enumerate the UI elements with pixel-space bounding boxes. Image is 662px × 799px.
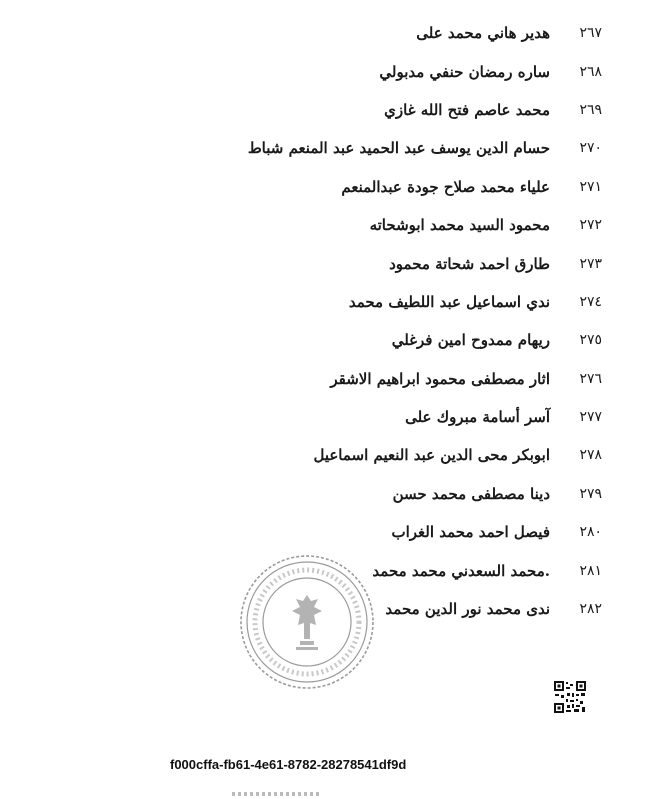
list-item <box>242 321 602 359</box>
list-item <box>242 436 602 474</box>
entry-number: ٢٧٩ <box>579 485 602 502</box>
qr-code-icon <box>554 681 586 713</box>
entry-name: ريهام ممدوح امين فرغلي <box>391 331 550 350</box>
entry-name: محمد عاصم فتح الله غازي <box>384 100 550 119</box>
entry-number: ٢٧٨ <box>579 447 602 464</box>
entry-name: ساره رمضان حنفي مدبولي <box>379 62 550 81</box>
entry-number: ٢٦٩ <box>579 101 602 118</box>
list-item <box>242 14 602 52</box>
list-item <box>242 129 602 167</box>
entry-number: ٢٧٥ <box>579 332 602 349</box>
entry-name: محمود السيد محمد ابوشحاته <box>369 216 550 235</box>
entry-name: ابوبكر محى الدين عبد النعيم اسماعيل <box>313 446 550 465</box>
entry-number: ٢٨٠ <box>579 524 602 541</box>
eagle-seal-icon <box>238 553 376 691</box>
list-item <box>242 206 602 244</box>
list-item <box>242 398 602 436</box>
entry-name: .محمد السعدني محمد محمد <box>372 561 550 580</box>
entry-number: ٢٦٧ <box>579 25 602 42</box>
document-id: f000cffa-fb61-4e61-8782-28278541df9d <box>170 757 407 772</box>
entry-name: حسام الدين يوسف عبد الحميد عبد المنعم شباط <box>247 139 550 158</box>
names-list <box>242 14 602 628</box>
entry-number: ٢٦٨ <box>579 63 602 80</box>
entry-name: علياء محمد صلاح جودة عبدالمنعم <box>341 177 550 196</box>
entry-number: ٢٧٧ <box>579 409 602 426</box>
entry-number: ٢٨٢ <box>579 601 602 618</box>
scan-artifact <box>232 792 322 796</box>
list-item <box>242 91 602 129</box>
list-item <box>242 283 602 321</box>
entry-name: فيصل احمد محمد الغراب <box>391 523 550 542</box>
entry-number: ٢٧١ <box>579 178 602 195</box>
entry-name: هدير هاني محمد على <box>416 24 550 43</box>
list-item <box>242 244 602 282</box>
entry-number: ٢٧٦ <box>579 370 602 387</box>
entry-number: ٢٨١ <box>579 562 602 579</box>
entry-number: ٢٧٣ <box>579 255 602 272</box>
entry-number: ٢٧٤ <box>579 293 602 310</box>
entry-name: طارق احمد شحاتة محمود <box>389 254 550 273</box>
entry-name: ندي اسماعيل عبد اللطيف محمد <box>348 292 550 311</box>
entry-number: ٢٧٢ <box>579 217 602 234</box>
list-item <box>242 513 602 551</box>
entry-name: دينا مصطفى محمد حسن <box>392 484 550 503</box>
list-item <box>242 360 602 398</box>
entry-name: ندى محمد نور الدين محمد <box>385 600 550 619</box>
list-item <box>242 52 602 90</box>
list-item <box>242 475 602 513</box>
entry-name: آسر أسامة مبروك على <box>405 408 550 427</box>
entry-number: ٢٧٠ <box>579 140 602 157</box>
entry-name: اثار مصطفى محمود ابراهيم الاشقر <box>330 369 550 388</box>
list-item <box>242 168 602 206</box>
